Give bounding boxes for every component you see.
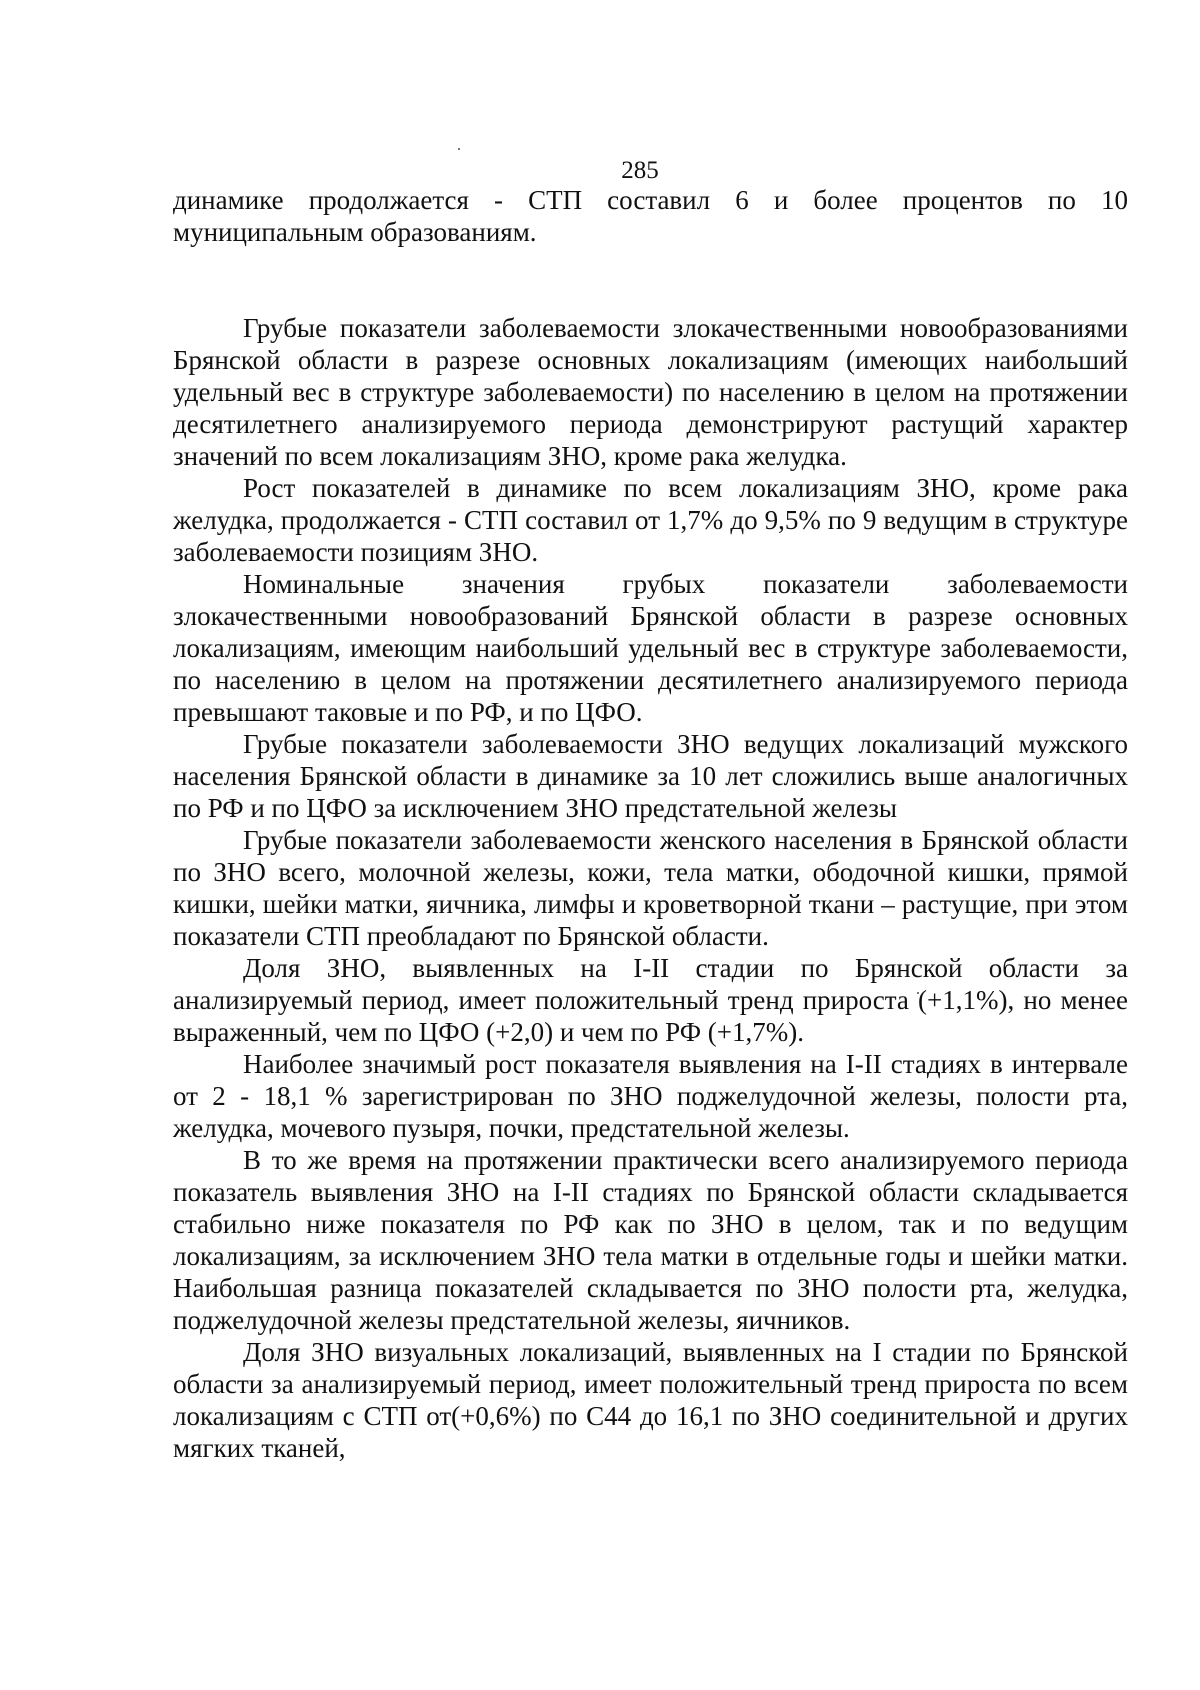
paragraph: Грубые показатели заболеваемости женского населения в Брянской области по ЗНО всего, молочной железы, кожи, тела матки, ободочной кишки, прямой кишки, шейки матки, яичника, лимфы и кроветворной ткани – растущие, при этом показатели СТП преобладают по Брянской области. — [173, 825, 1128, 951]
paragraph: Грубые показатели заболеваемости злокачественными новообразованиями Брянской области в разрезе основных локализациям (имеющих наибольший удельный вес в структуре заболеваемости) по населению в целом на протяжении десятилетнего анализируемого периода демонстрируют растущий характер значений по всем локализациям ЗНО, кроме рака желудка. — [173, 313, 1128, 471]
paragraph: Грубые показатели заболеваемости ЗНО ведущих локализаций мужского населения Брянской области в динамике за 10 лет сложились выше аналогичных по РФ и по ЦФО за исключением ЗНО предстательной железы — [173, 729, 1128, 823]
paragraph: Рост показателей в динамике по всем локализациям ЗНО, кроме рака желудка, продолжается - СТП составил от 1,7% до 9,5% по 9 ведущим в структуре заболеваемости позициям ЗНО. — [173, 473, 1128, 567]
paragraph-continuation: динамике продолжается - СТП составил 6 и более процентов по 10 муниципальным образованиям. — [173, 185, 1128, 247]
document-body — [173, 184, 1128, 1464]
scan-speck — [458, 148, 460, 150]
paragraph: Наиболее значимый рост показателя выявления на I-II стадиях в интервале от 2 - 18,1 % зарегистрирован по ЗНО поджелудочной железы, полости рта, желудка, мочевого пузыря, почки, предстательной железы. — [173, 1049, 1128, 1143]
paragraph: В то же время на протяжении практически всего анализируемого периода показатель выявления ЗНО на I-II стадиях по Брянской области складывается стабильно ниже показателя по РФ как по ЗНО в целом, так и по ведущим локализациям, за исключением ЗНО тела матки в отдельные годы и шейки матки. Наибольшая разница показателей складывается по ЗНО полости рта, желудка, поджелудочной железы предстательной железы, яичников. — [173, 1145, 1128, 1335]
paragraph: Доля ЗНО визуальных локализаций, выявленных на I стадии по Брянской области за анализируемый период, имеет положительный тренд прироста по всем локализациям с СТП от(+0,6%) по С44 до 16,1 по ЗНО соединительной и других мягких тканей, — [173, 1337, 1128, 1463]
paragraph: Доля ЗНО, выявленных на I-II стадии по Брянской области за анализируемый период, имеет положительный тренд прироста (+1,1%), но менее выраженный, чем по ЦФО (+2,0) и чем по РФ (+1,7%). — [173, 953, 1128, 1047]
page-number: 285 — [621, 157, 659, 184]
paragraph: Номинальные значения грубых показатели заболеваемости злокачественными новообразований Брянской области в разрезе основных локализациям, имеющим наибольший удельный вес в структуре заболеваемости, по населению в целом на протяжении десятилетнего анализируемого периода превышают таковые и по РФ, и по ЦФО. — [173, 569, 1128, 727]
